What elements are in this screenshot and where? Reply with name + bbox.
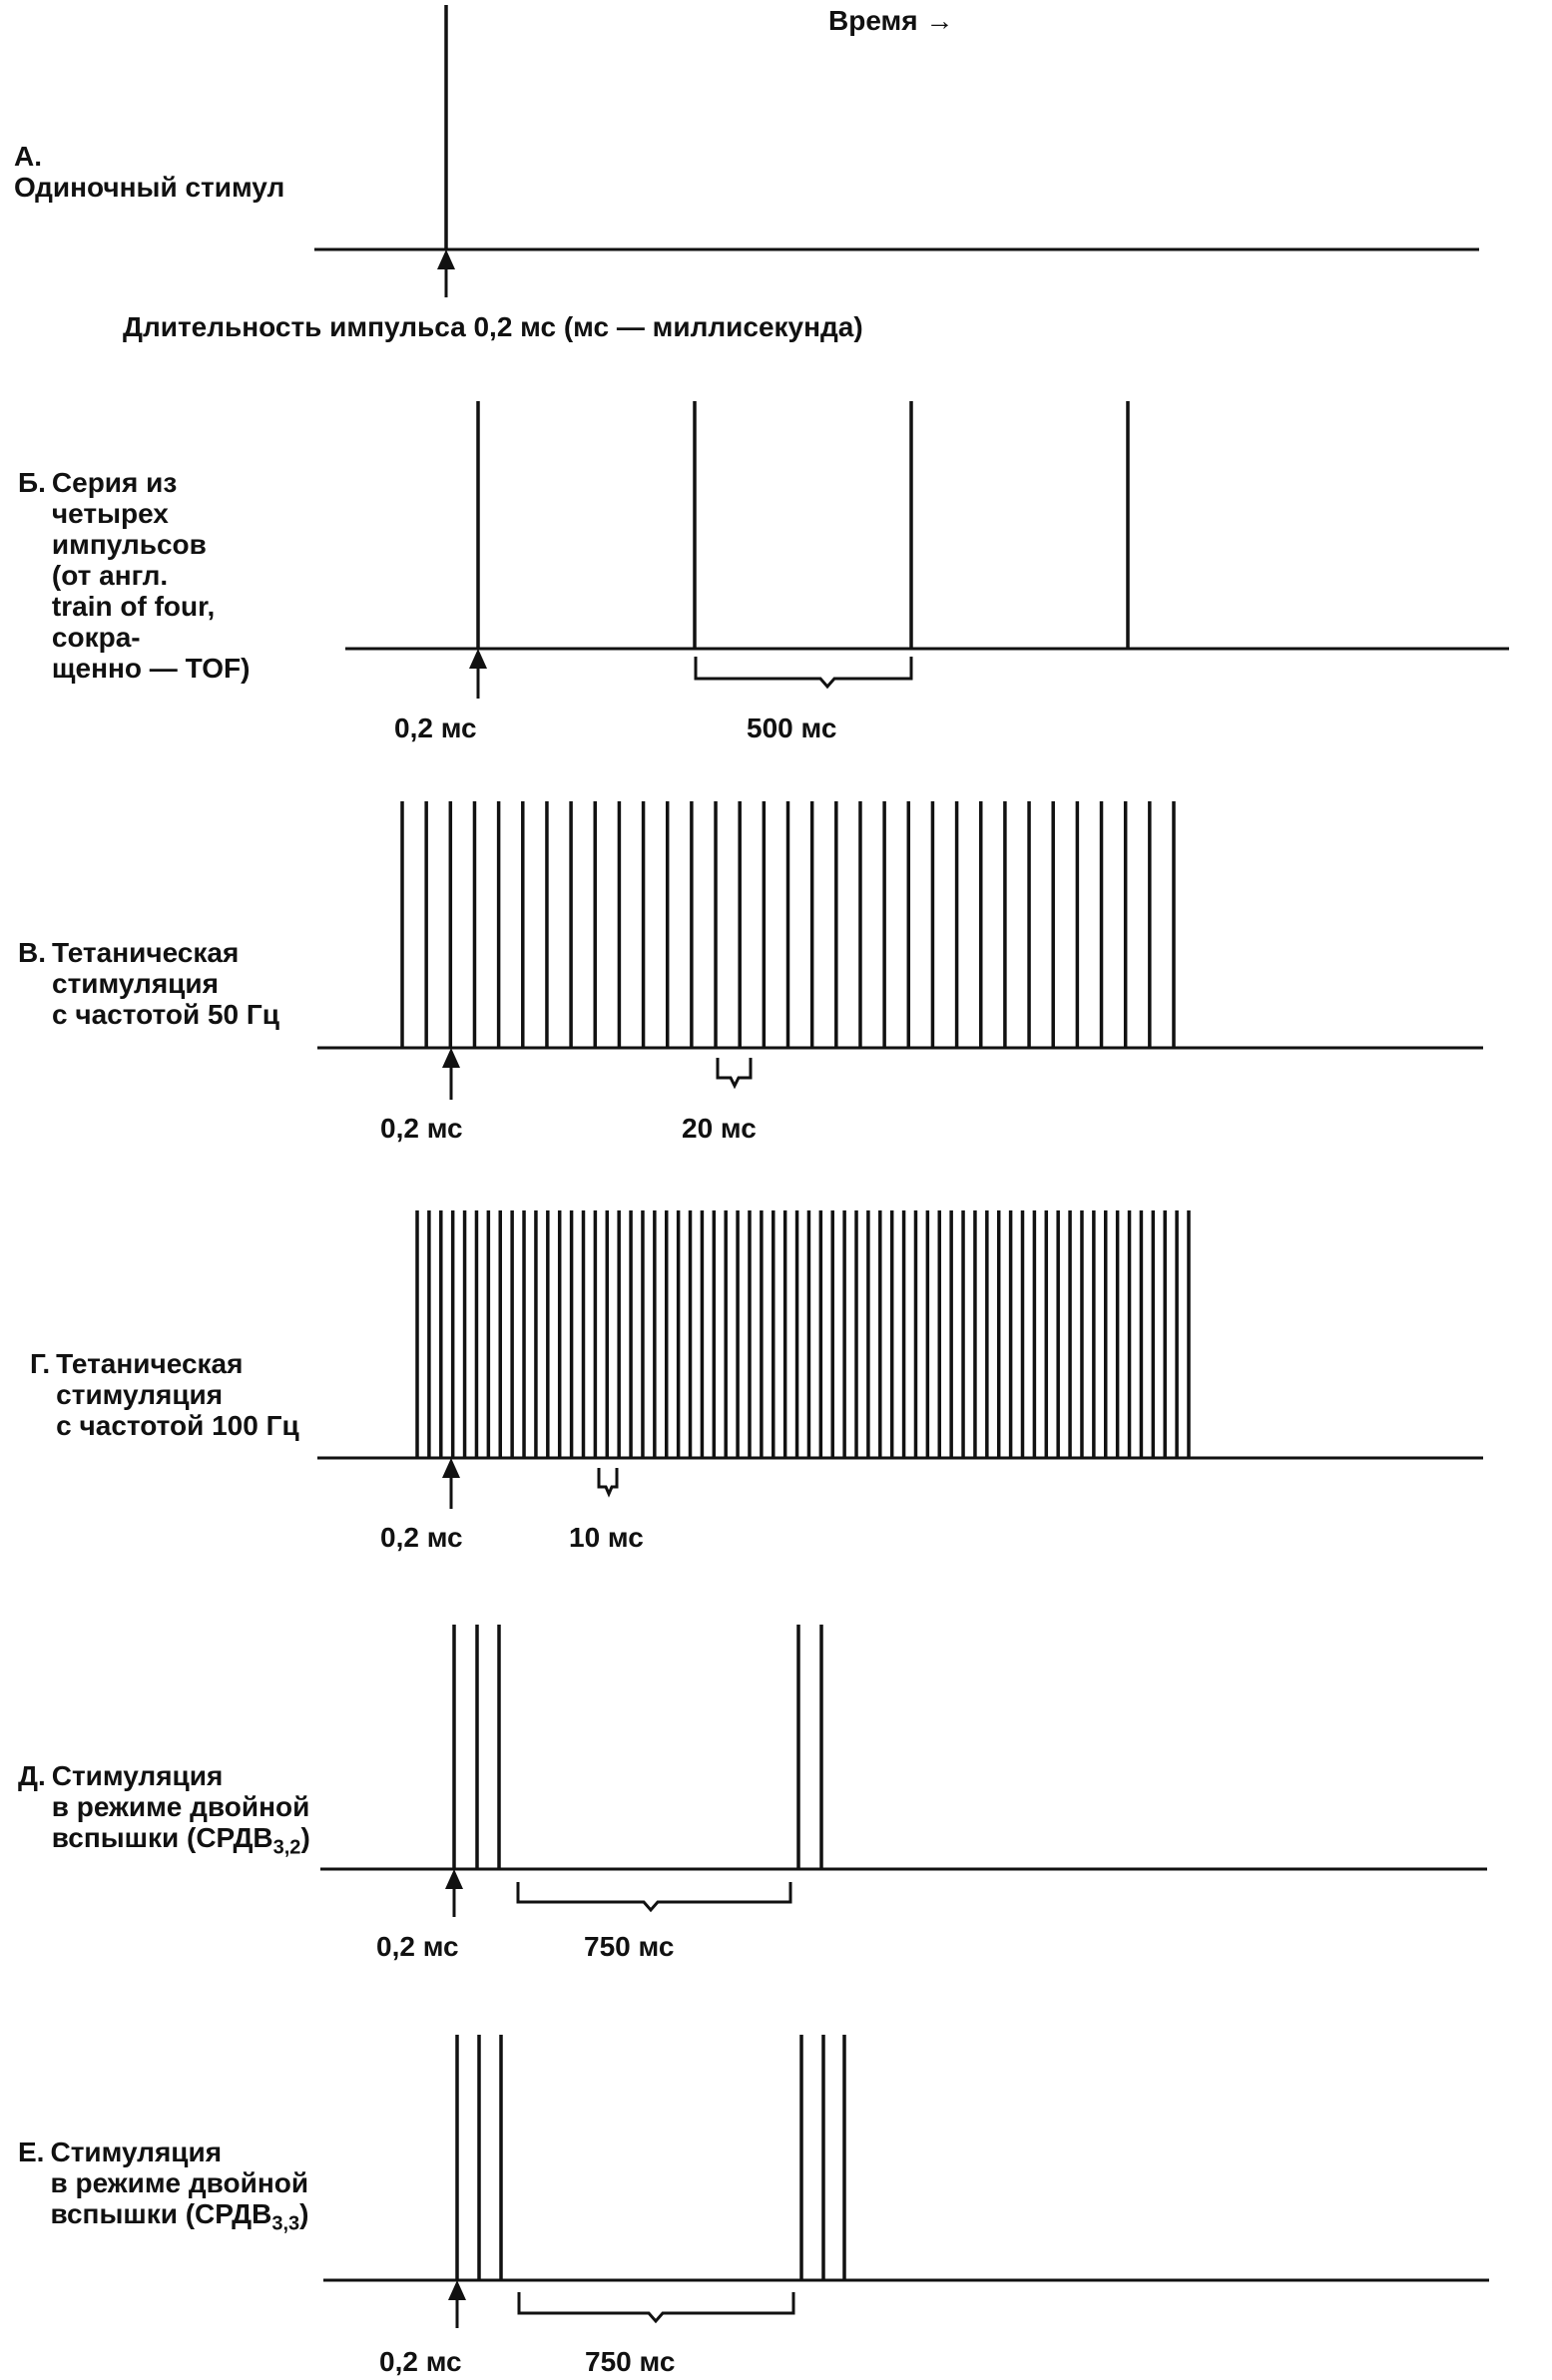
panel-a-duration-label: Длительность импульса 0,2 мс (мс — миллисекунда): [123, 311, 863, 342]
panel-f-subscript: 3,3: [271, 2212, 300, 2235]
panel-a-title: Одиночный стимул: [14, 172, 285, 203]
panel-c-duration-label: 0,2 мс: [380, 1113, 463, 1144]
panel-d-pulses: [417, 1210, 1189, 1458]
panel-c-pulses: [402, 801, 1174, 1048]
time-axis-label: Время →: [828, 5, 954, 36]
panel-e-title: Стимуляция в режиме двойной вспышки (СРДВ: [51, 1760, 310, 1853]
panel-f-duration-label: 0,2 мс: [379, 2346, 462, 2377]
panel-f-interval-label: 750 мс: [585, 2346, 676, 2377]
panel-f-title: Стимуляция в режиме двойной вспышки (СРДВ: [50, 2137, 309, 2229]
panel-a-arrowhead: [437, 249, 455, 269]
panel-e-title-end: ): [300, 1822, 310, 1853]
panel-c-title: Тетаническая стимуляция с частотой 50 Гц: [52, 937, 279, 1030]
panel-e-letter: Д.: [18, 1760, 46, 1791]
panel-b-arrowhead: [469, 649, 487, 669]
panel-c-interval-brace: [718, 1058, 751, 1086]
panel-f-arrowhead: [448, 2280, 466, 2300]
panel-c-interval-label: 20 мс: [682, 1113, 757, 1144]
panel-a-trace: [123, 5, 1479, 342]
panel-b-duration-label: 0,2 мс: [394, 713, 477, 743]
panel-a-letter: А.: [14, 141, 42, 172]
panel-e-interval-brace: [518, 1882, 790, 1910]
panel-f-letter: Е.: [18, 2137, 45, 2167]
panel-b-pulses: [478, 401, 1128, 649]
panel-d-title: Тетаническая стимуляция с частотой 100 Гц: [56, 1348, 299, 1441]
panel-d-interval-brace: [599, 1468, 617, 1494]
panel-c-letter: В.: [18, 937, 46, 968]
panel-d-letter: Г.: [30, 1348, 51, 1379]
panel-b-trace: [345, 401, 1509, 743]
panel-e-pulses: [454, 1625, 821, 1869]
panel-f-interval-brace: [519, 2292, 793, 2321]
panel-c-arrowhead: [442, 1048, 460, 1068]
panel-e-subscript: 3,2: [272, 1836, 301, 1859]
panel-e-duration-label: 0,2 мс: [376, 1931, 459, 1962]
panel-d-trace: [317, 1210, 1483, 1553]
panel-d-interval-label: 10 мс: [569, 1522, 644, 1553]
panel-e-arrowhead: [445, 1869, 463, 1889]
panel-f-pulses: [457, 2035, 844, 2280]
panel-c-trace: [317, 801, 1483, 1144]
panel-e-interval-label: 750 мс: [584, 1931, 675, 1962]
panel-d-arrowhead: [442, 1458, 460, 1478]
panel-f-trace: [323, 2035, 1489, 2377]
panel-b-letter: Б.: [18, 467, 46, 498]
panel-f-title-end: ): [299, 2198, 309, 2229]
panel-b-interval-brace: [696, 657, 911, 687]
panel-b-title: Серия из четырех импульсов (от англ. train of four, сокра- щенно — TOF): [51, 467, 251, 684]
panel-e-trace: [320, 1625, 1487, 1962]
panel-b-interval-label: 500 мс: [747, 713, 837, 743]
panel-d-duration-label: 0,2 мс: [380, 1522, 463, 1553]
